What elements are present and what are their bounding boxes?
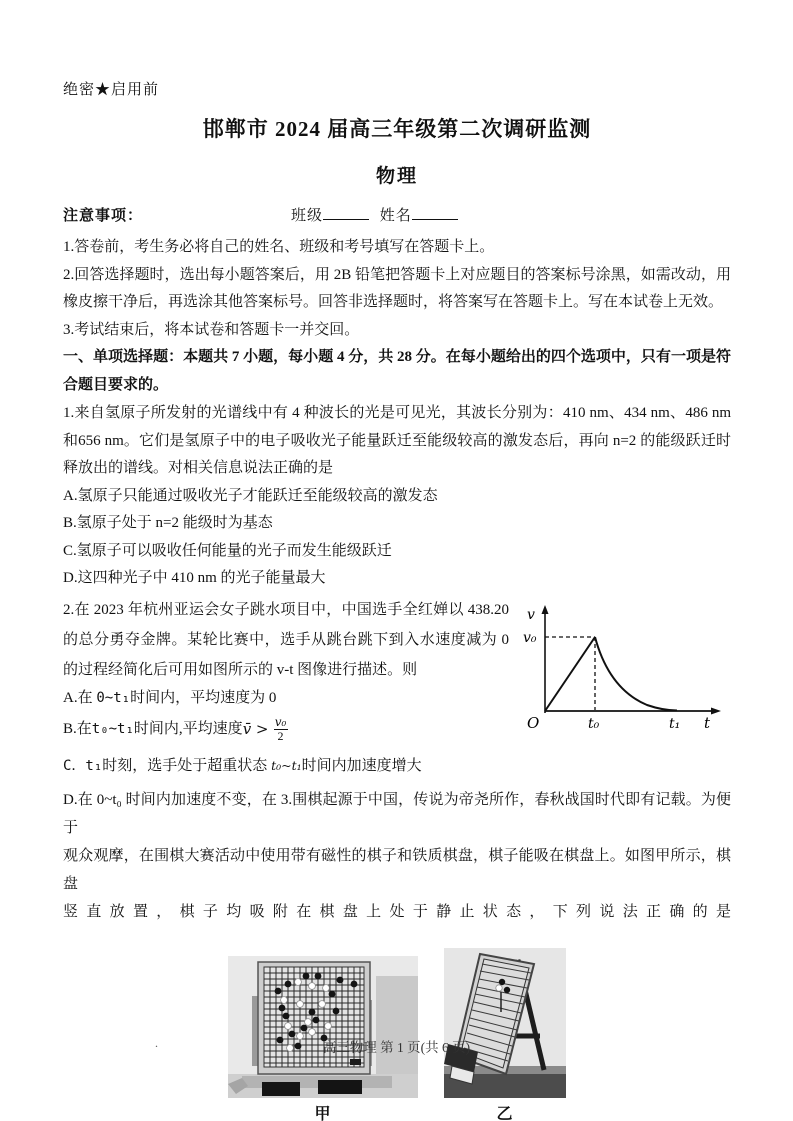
figure-yi [444, 948, 566, 1121]
q2-option-c: C．t₁时刻，选手处于超重状态 t₀~t₁时间内加速度增大 [63, 758, 422, 774]
graph-origin-label: O [527, 713, 540, 732]
class-name-fields [291, 204, 464, 225]
vt-graph [519, 597, 731, 733]
notice-row [63, 204, 731, 225]
q2-optB-interval: t₀~t₁ [91, 721, 134, 737]
go-board-side-photo [444, 948, 566, 1098]
q2-option-b: B.在 t₀~t₁ 时间内,平均速度 v̄ > $\frac{\text{v₀}}{2}$ [63, 712, 509, 746]
figure-label-jia: 甲 [314, 1105, 332, 1121]
q3-stem-line: 竖直放置，棋子均吸附在棋盘上处于静止状态，下列说法正确的是 [63, 903, 731, 920]
class-field-label: 班级 [291, 208, 324, 224]
graph-v0-label: v₀ [523, 629, 537, 646]
go-board-front-photo [228, 956, 418, 1098]
graph-t0-label: t₀ [588, 715, 600, 732]
q2-option-d-q3-line: D.在 0~t₀ 时间内加速度不变，在 3.围棋起源于中国，传说为帝尧所作，春秋战国时代即有记载。为便于 [63, 791, 731, 836]
graph-t1-label: t₁ [669, 715, 681, 732]
q2-optA-interval: 0~t₁ [96, 689, 131, 706]
q2-optB-vbar: v̄ > [242, 720, 269, 738]
q2-stem: 2.在 2023 年杭州亚运会女子跳水项目中，中国选手全红婵以 438.20 的总分勇夺金牌。某轮比赛中，选手从跳台跳下到入水速度减为 0 的过程经简化后可用如图所示的 v-t 图像进行描述。则 [63, 601, 509, 678]
fraction-numerator: v₀ [274, 714, 287, 729]
q1-option-d: D.这四种光子中 410 nm 的光子能量最大 [63, 570, 326, 586]
q1-option-a: A.氢原子只能通过吸收光子才能跃迁至能级较高的激发态 [63, 487, 438, 504]
q2-optB-fraction [274, 716, 288, 742]
graph-ylabel: v [527, 606, 535, 623]
section-heading: 一、单项选择题：本题共 7 小题，每小题 4 分，共 28 分。在每小题给出的四个选项中，只有一项是符合题目要求的。 [63, 349, 731, 393]
vt-graph-figure [519, 597, 731, 738]
exam-title: 邯郸市 2024 届高三年级第二次调研监测 [202, 117, 592, 141]
q2-option-a: A.在 0~t₁时间内，平均速度为 0 [63, 689, 277, 706]
class-blank-line [323, 206, 369, 220]
instruction-item: 3.考试结束后，将本试卷和答题卡一并交回。 [63, 321, 360, 338]
q1-option-c: C.氢原子可以吸收任何能量的光子而发生能级跃迁 [63, 542, 392, 559]
q1-option-b: B.氢原子处于 n=2 能级时为基态 [63, 515, 273, 531]
name-blank-line [412, 206, 458, 220]
fraction-denominator: 2 [274, 729, 288, 743]
subject-title: 物理 [375, 166, 418, 187]
q2-block [63, 595, 731, 781]
q2-optC-interval: t₀~t₁ [271, 758, 302, 773]
instruction-item: 2.回答选择题时，选出每小题答案后，用 2B 铅笔把答题卡上对应题目的答案标号涂黑，如需改动，用橡皮擦干净后，再选涂其他答案标号。回答非选择题时，将答案写在答题卡上。写在本试卷上无效。 [63, 266, 731, 310]
q3-figures-row [63, 948, 731, 1121]
graph-xlabel: t [704, 713, 711, 732]
page-footer: 高三物理 第 1 页(共 6 页) [322, 1040, 471, 1055]
name-field-label: 姓名 [379, 208, 412, 224]
notice-label: 注意事项： [63, 208, 144, 224]
stray-mark: . [155, 1036, 158, 1050]
q2-optC-time: C．t₁ [63, 758, 103, 774]
q3-stem-line: 观众观摩，在围棋大赛活动中使用带有磁性的棋子和铁质棋盘，棋子能吸在棋盘上。如图甲所示，棋盘 [63, 847, 731, 892]
q1-stem: 1.来自氢原子所发射的光谱线中有 4 种波长的光是可见光，其波长分别为：410 nm、434 nm、486 nm和656 nm。它们是氢原子中的电子吸收光子能量跃迁至能级较高的激发态后，再向 n=2 的能级跃迁时释放出的谱线。对相关信息说法正确的是 [63, 405, 731, 476]
instruction-item: 1.答卷前，考生务必将自己的姓名、班级和考号填写在答题卡上。 [63, 239, 495, 255]
classification-label: 绝密★启用前 [63, 82, 160, 98]
figure-label-yi: 乙 [496, 1105, 514, 1121]
